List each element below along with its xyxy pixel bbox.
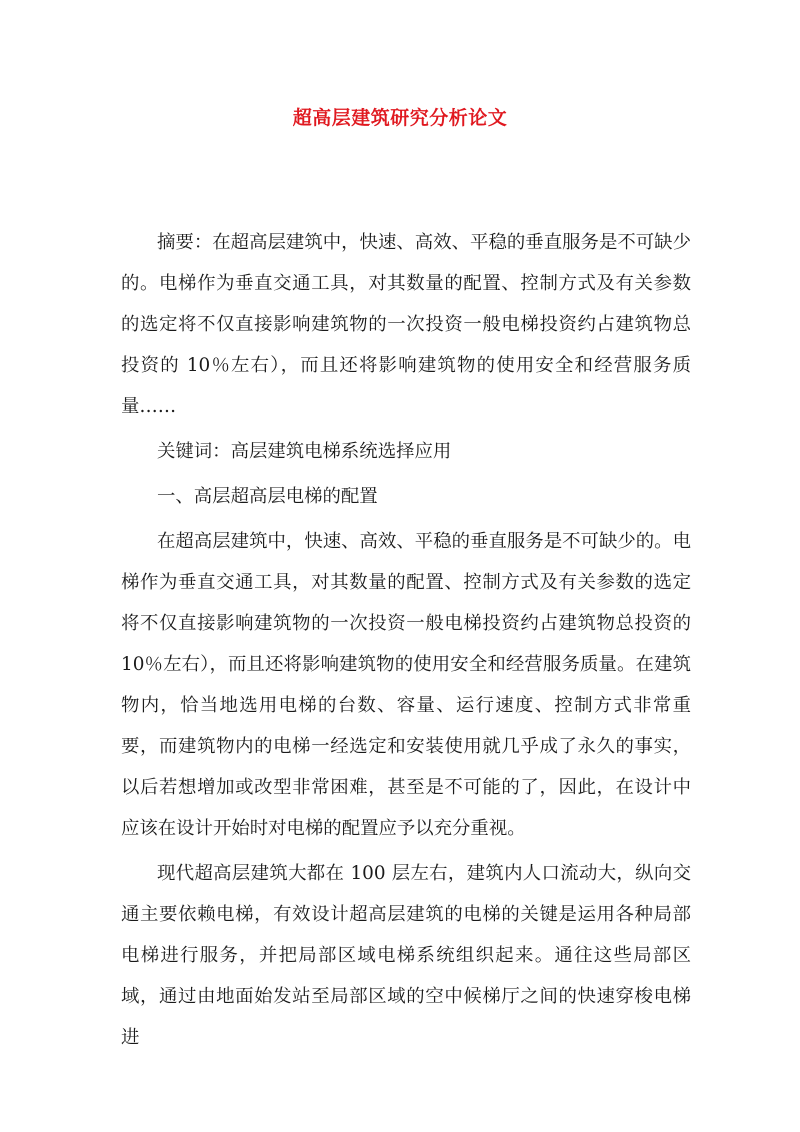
- abstract-paragraph: 摘要：在超高层建筑中，快速、高效、平稳的垂直服务是不可缺少的。电梯作为垂直交通工具，对其数量的配置、控制方式及有关参数的选定将不仅直接影响建筑物的一次投资一般电梯投资约占建筑物总投资的 10％左右），而且还将影响建筑物的使用安全和经营服务质量……: [121, 232, 691, 417]
- section-heading: 一、高层超高层电梯的配置: [157, 486, 378, 507]
- body-paragraph: 在超高层建筑中，快速、高效、平稳的垂直服务是不可缺少的。电梯作为垂直交通工具，对其数量的配置、控制方式及有关参数的选定将不仅直接影响建筑物的一次投资一般电梯投资约占建筑物总投资的 10％左右），而且还将影响建筑物的使用安全和经营服务质量。在建筑物内，恰当地选用电梯的台数、容量、运行速度、控制方式非常重要，而建筑物内的电梯一经选定和安装使用就几乎成了永久的事实，以后若想增加或改型非常困难，甚至是不可能的了，因此，在设计中应该在设计开始时对电梯的配置应予以充分重视。: [121, 531, 691, 839]
- body-paragraph: 现代超高层建筑大都在 100 层左右，建筑内人口流动大，纵向交通主要依赖电梯，有效设计超高层建筑的电梯的关键是运用各种局部电梯进行服务，并把局部区域电梯系统组织起来。通往这些局部区域，通过由地面始发站至局部区域的空中候梯厅之间的快速穿梭电梯进: [121, 863, 691, 1048]
- keywords-paragraph: 关键词：高层建筑电梯系统选择应用: [157, 441, 452, 462]
- document-title: 超高层建筑研究分析论文: [292, 107, 508, 129]
- document-body: [121, 222, 691, 1058]
